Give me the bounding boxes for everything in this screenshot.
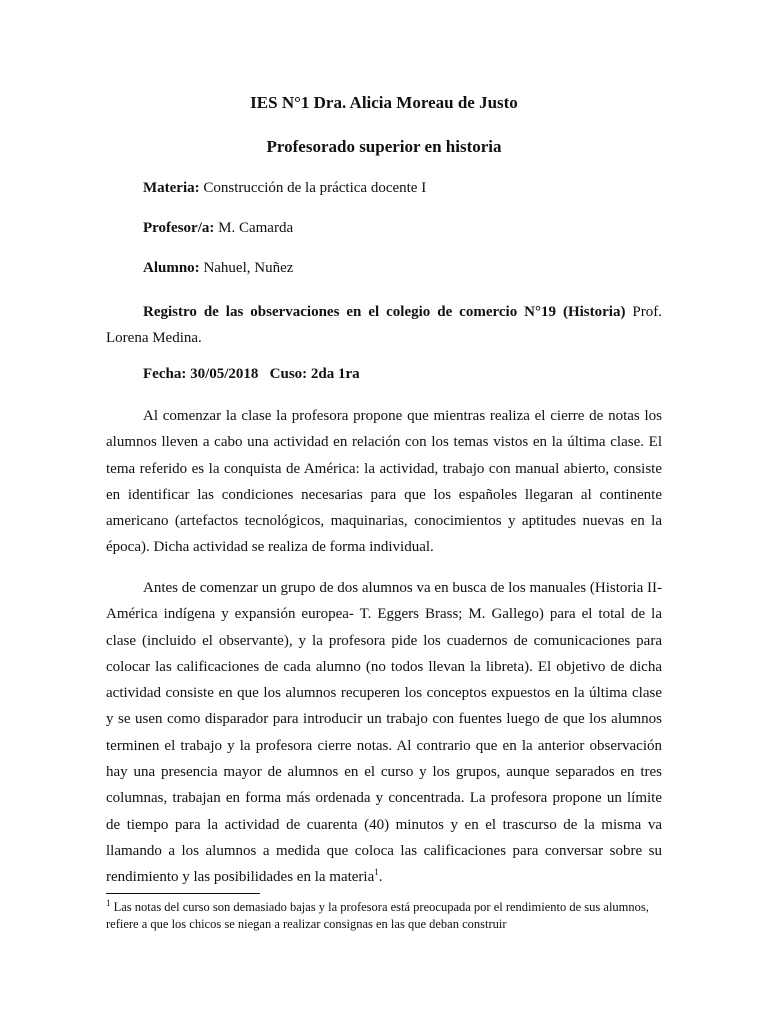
- registro-bold: Registro de las observaciones en el colegio de comercio N°19 (Historia): [143, 304, 626, 320]
- registro-rest: Prof. Lorena Medina.: [106, 304, 662, 346]
- alumno-label: Alumno:: [143, 260, 200, 276]
- program-title: Profesorado superior en historia: [266, 137, 502, 156]
- materia-field: [143, 180, 426, 197]
- footnote-marker: 1: [106, 897, 111, 908]
- footnote: [106, 899, 662, 933]
- footnote-separator: [106, 893, 260, 894]
- body-paragraph-2: [106, 575, 662, 891]
- materia-value: Construcción de la práctica docente I: [203, 180, 427, 196]
- fecha-line: Fecha: 30/05/2018 Cuso: 2da 1ra: [143, 366, 360, 382]
- footnote-reference: 1: [374, 867, 379, 878]
- body-paragraph-1: Al comenzar la clase la profesora propone que mientras realiza el cierre de notas los alumnos lleven a cabo una actividad en relación con los temas vistos en la última clase. El tema referido es la conquista de América: la actividad, trabajo con manual abierto, consiste en identificar las condiciones necesarias para que los españoles llegaran al continente americano (artefactos tecnológicos, maquinarias, conocimientos y aptitudes nuevas en la época). Dicha actividad se realiza de forma individual.: [106, 408, 662, 556]
- profesor-label: Profesor/a:: [143, 220, 215, 236]
- paragraph-2-end: .: [378, 869, 383, 886]
- footnote-text: Las notas del curso son demasiado bajas y la profesora está preocupada por el rendimiento de sus alumnos, refiere a que los chicos se niegan a realizar consignas en las que deban construir: [106, 900, 649, 931]
- profesor-value: M. Camarda: [218, 220, 294, 236]
- alumno-field: [143, 260, 293, 277]
- paragraph-2-text: Antes de comenzar un grupo de dos alumnos va en busca de los manuales (Historia II-América indígena y expansión europea- T. Eggers Brass; M. Gallego) para el total de la clase (incluido el observante), y la profesora pide los cuadernos de comunicaciones para colocar las calificaciones de cada alumno (no todos llevan la libreta). El objetivo de dicha actividad consiste en que los alumnos recuperen los conceptos expuestos en la última clase y se usen como disparador para introducir un trabajo con fuentes luego de que los alumnos terminen el trabajo y la profesora cierre notas. Al contrario que en la anterior observación hay una presencia mayor de alumnos en el curso y los grupos, aunque separados en tres columnas, trabajan en forma más ordenada y concentrada. La profesora propone un límite de tiempo para la actividad de cuarenta (40) minutos y en el trascurso de la misma va llamando a los alumnos a medida que coloca las calificaciones para conversar sobre su rendimiento y las posibilidades en la materia: [106, 580, 662, 886]
- registro-heading: [106, 299, 662, 351]
- institution-title: IES N°1 Dra. Alicia Moreau de Justo: [250, 93, 518, 112]
- alumno-value: Nahuel, Nuñez: [203, 260, 294, 276]
- profesor-field: [143, 220, 293, 237]
- materia-label: Materia:: [143, 180, 200, 196]
